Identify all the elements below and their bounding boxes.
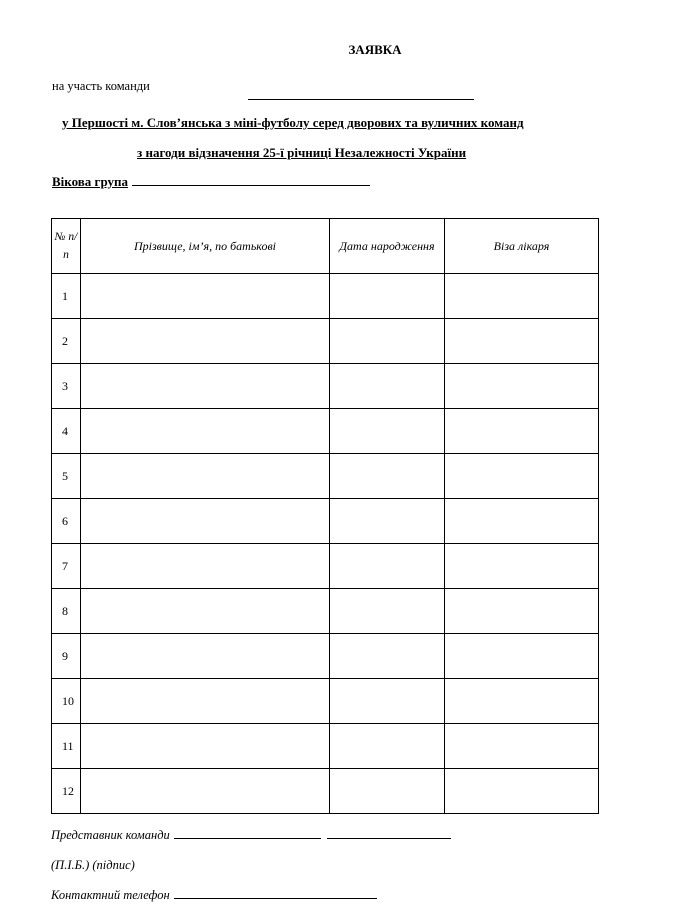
row-number: 6 [52,499,81,544]
name-cell [81,274,330,319]
birth-date-cell [330,634,445,679]
age-group-label: Вікова група [52,174,129,189]
row-number: 7 [52,544,81,589]
competition-subtitle: у Першості м. Слов’янська з міні-футболу серед дворових та вуличних команд [62,115,524,130]
pib-signature-caption: (П.І.Б.) (підпис) [51,858,135,872]
row-number: 4 [52,409,81,454]
name-cell [81,454,330,499]
birth-date-cell [330,679,445,724]
doctor-visa-cell [445,679,599,724]
row-number: 2 [52,319,81,364]
birth-date-cell [330,544,445,589]
row-number: 10 [52,679,81,724]
representative-signature-blank [327,828,451,839]
name-cell [81,319,330,364]
row-number: 12 [52,769,81,814]
name-cell [81,544,330,589]
table-row [52,319,599,364]
age-group-blank [132,175,370,186]
doctor-visa-cell [445,499,599,544]
table-row [52,589,599,634]
table-row [52,364,599,409]
birth-date-cell [330,454,445,499]
team-label: на участь команди [52,79,150,93]
age-group-row [52,174,370,190]
table-row [52,544,599,589]
doctor-visa-cell [445,544,599,589]
birth-date-cell [330,364,445,409]
doctor-visa-cell [445,724,599,769]
table-row [52,679,599,724]
birth-date-cell [330,769,445,814]
birth-date-cell [330,409,445,454]
row-number: 8 [52,589,81,634]
birth-date-cell [330,319,445,364]
doctor-visa-cell [445,319,599,364]
table-row [52,274,599,319]
name-cell [81,589,330,634]
header-birth-date: Дата народження [330,219,445,274]
name-cell [81,724,330,769]
phone-row [51,888,377,903]
row-number: 1 [52,274,81,319]
phone-blank [174,888,377,899]
row-number: 5 [52,454,81,499]
row-number: 3 [52,364,81,409]
doctor-visa-cell [445,769,599,814]
occasion-subtitle: з нагоди відзначення 25-ї річниці Незалежності України [137,145,467,160]
doctor-visa-cell [445,274,599,319]
name-cell [81,769,330,814]
table-row [52,634,599,679]
phone-label: Контактний телефон [51,888,170,902]
team-name-blank [248,99,474,100]
table-row [52,499,599,544]
birth-date-cell [330,274,445,319]
header-doctor-visa: Віза лікаря [445,219,599,274]
birth-date-cell [330,589,445,634]
birth-date-cell [330,724,445,769]
table-row [52,409,599,454]
doctor-visa-cell [445,454,599,499]
table-header-row [52,219,599,274]
birth-date-cell [330,499,445,544]
doctor-visa-cell [445,589,599,634]
representative-name-blank [174,828,321,839]
table-row [52,454,599,499]
representative-label: Представник команди [51,828,170,842]
doctor-visa-cell [445,634,599,679]
table-row [52,769,599,814]
header-name: Прізвище, ім’я, по батькові [81,219,330,274]
name-cell [81,499,330,544]
name-cell [81,409,330,454]
name-cell [81,634,330,679]
header-number: № п/п [52,219,81,274]
row-number: 9 [52,634,81,679]
doctor-visa-cell [445,409,599,454]
roster-table [51,218,599,814]
table-row [52,724,599,769]
representative-row [51,828,451,843]
name-cell [81,364,330,409]
row-number: 11 [52,724,81,769]
name-cell [81,679,330,724]
doctor-visa-cell [445,364,599,409]
document-title: ЗАЯВКА [348,42,402,57]
